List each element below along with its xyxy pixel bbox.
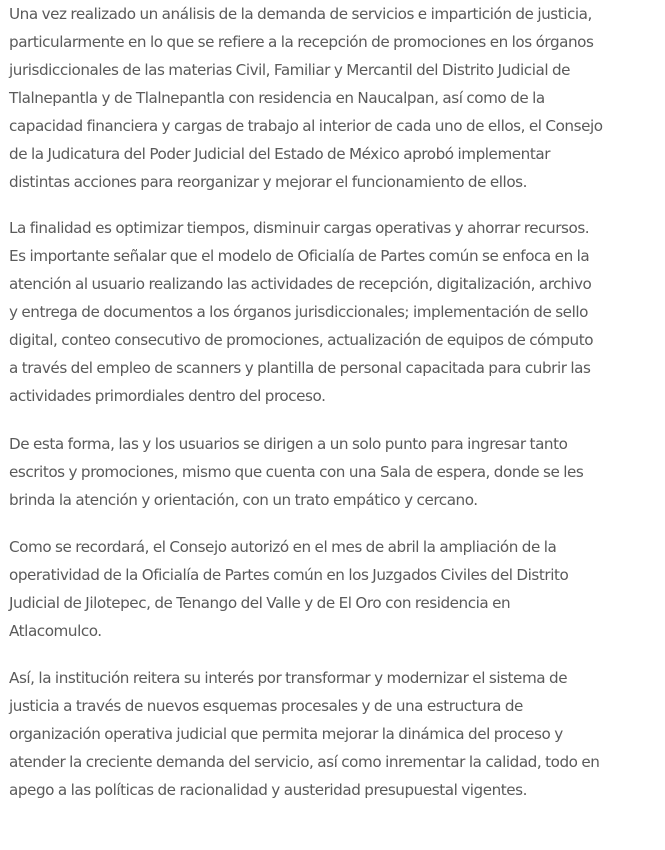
paragraph-2 — [9, 214, 629, 410]
text-line: brinda la atención y orientación, con un trato empático y cercano. — [9, 491, 478, 509]
paragraph-5 — [9, 664, 629, 804]
text-line: De esta forma, las y los usuarios se dirigen a un solo punto para ingresar tanto — [9, 435, 568, 453]
text-line: distintas acciones para reorganizar y mejorar el funcionamiento de ellos. — [9, 173, 528, 191]
text-line: atención al usuario realizando las actividades de recepción, digitalización, archivo — [9, 275, 592, 293]
text-line: apego a las políticas de racionalidad y austeridad presupuestal vigentes. — [9, 781, 528, 799]
text-line: jurisdiccionales de las materias Civil, Familiar y Mercantil del Distrito Judicial de — [9, 61, 571, 79]
text-line: Tlalnepantla y de Tlalnepantla con residencia en Naucalpan, así como de la — [9, 89, 545, 107]
paragraph-1 — [9, 0, 629, 196]
paragraph-4 — [9, 533, 629, 645]
text-line: Es importante señalar que el modelo de Oficialía de Partes común se enfoca en la — [9, 247, 590, 265]
text-line: capacidad financiera y cargas de trabajo al interior de cada uno de ellos, el Consejo — [9, 117, 603, 135]
text-line: escritos y promociones, mismo que cuenta con una Sala de espera, donde se les — [9, 463, 584, 481]
text-line: Una vez realizado un análisis de la demanda de servicios e impartición de justicia, — [9, 5, 592, 23]
text-line: Judicial de Jilotepec, de Tenango del Valle y de El Oro con residencia en — [9, 594, 511, 612]
text-line: organización operativa judicial que permita mejorar la dinámica del proceso y — [9, 725, 563, 743]
text-line: Así, la institución reitera su interés por transformar y modernizar el sistema de — [9, 669, 568, 687]
text-line: justicia a través de nuevos esquemas procesales y de una estructura de — [9, 697, 523, 715]
text-line: atender la creciente demanda del servicio, así como inrementar la calidad, todo en — [9, 753, 600, 771]
text-line: de la Judicatura del Poder Judicial del Estado de México aprobó implementar — [9, 145, 551, 163]
text-line: operatividad de la Oficialía de Partes común en los Juzgados Civiles del Distrito — [9, 566, 569, 584]
text-line: La finalidad es optimizar tiempos, disminuir cargas operativas y ahorrar recursos. — [9, 219, 590, 237]
text-line: y entrega de documentos a los órganos jurisdiccionales; implementación de sello — [9, 303, 588, 321]
text-line: actividades primordiales dentro del proceso. — [9, 387, 326, 405]
text-line: a través del empleo de scanners y plantilla de personal capacitada para cubrir las — [9, 359, 591, 377]
text-line: Atlacomulco. — [9, 622, 102, 640]
text-line: particularmente en lo que se refiere a la recepción de promociones en los órganos — [9, 33, 594, 51]
text-line: digital, conteo consecutivo de promociones, actualización de equipos de cómputo — [9, 331, 594, 349]
paragraph-3 — [9, 430, 629, 514]
text-line: Como se recordará, el Consejo autorizó en el mes de abril la ampliación de la — [9, 538, 557, 556]
